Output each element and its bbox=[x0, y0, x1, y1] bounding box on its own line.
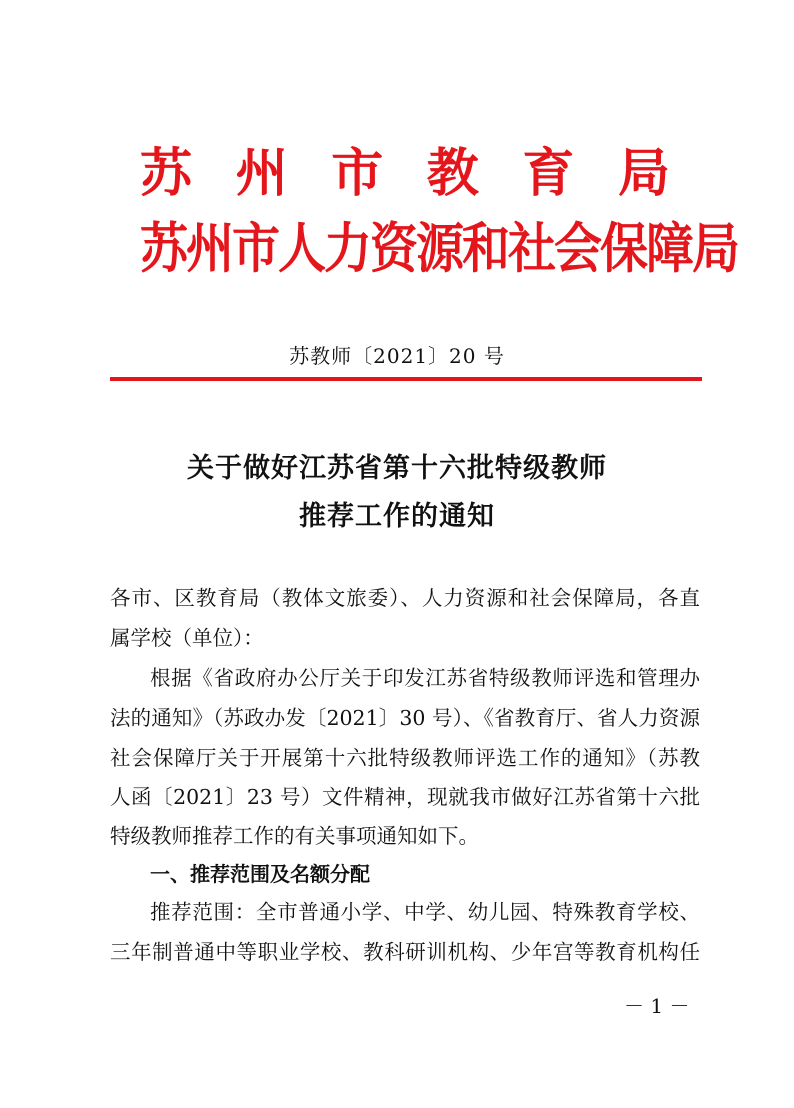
issuer-char: 育 bbox=[522, 143, 575, 204]
document-title-line-1: 关于做好江苏省第十六批特级教师 bbox=[187, 453, 607, 484]
issuer-line-2: 苏州市人力资源和社会保障局 bbox=[140, 217, 739, 281]
section-heading-1: 一、推荐范围及名额分配 bbox=[150, 862, 370, 886]
paragraph-1-line-1: 根据《省政府办公厅关于印发江苏省特级教师评选和管理办 bbox=[150, 666, 700, 690]
paragraph-2-line-1: 推荐范围：全市普通小学、中学、幼儿园、特殊教育学校、 bbox=[150, 900, 700, 924]
issuer-char: 苏 bbox=[140, 143, 193, 204]
paragraph-1-line-5: 特级教师推荐工作的有关事项通知如下。 bbox=[110, 824, 479, 848]
issuer-char: 局 bbox=[617, 143, 670, 204]
red-divider bbox=[110, 377, 702, 381]
paragraph-1-line-3: 社会保障厅关于开展第十六批特级教师评选工作的通知》（苏教 bbox=[110, 746, 700, 770]
issuer-line-1 bbox=[140, 143, 670, 204]
paragraph-2-line-2: 三年制普通中等职业学校、教科研训机构、少年宫等教育机构任 bbox=[110, 940, 700, 964]
salutation-line-1: 各市、区教育局（教体文旅委）、人力资源和社会保障局，各直 bbox=[110, 586, 700, 610]
document-title-line-2: 推荐工作的通知 bbox=[299, 501, 495, 532]
page-number: － 1 － bbox=[624, 994, 690, 1018]
issuer-char: 市 bbox=[331, 143, 384, 204]
issuer-char: 州 bbox=[235, 143, 288, 204]
paragraph-1-line-2: 法的通知》（苏政办发〔2021〕30 号）、《省教育厅、省人力资源 bbox=[110, 706, 700, 730]
document-number: 苏教师〔2021〕20 号 bbox=[289, 344, 505, 368]
salutation-line-2: 属学校（单位）： bbox=[110, 626, 264, 650]
issuer-char: 教 bbox=[426, 143, 479, 204]
paragraph-1-line-4: 人函〔2021〕23 号）文件精神，现就我市做好江苏省第十六批 bbox=[110, 785, 700, 809]
